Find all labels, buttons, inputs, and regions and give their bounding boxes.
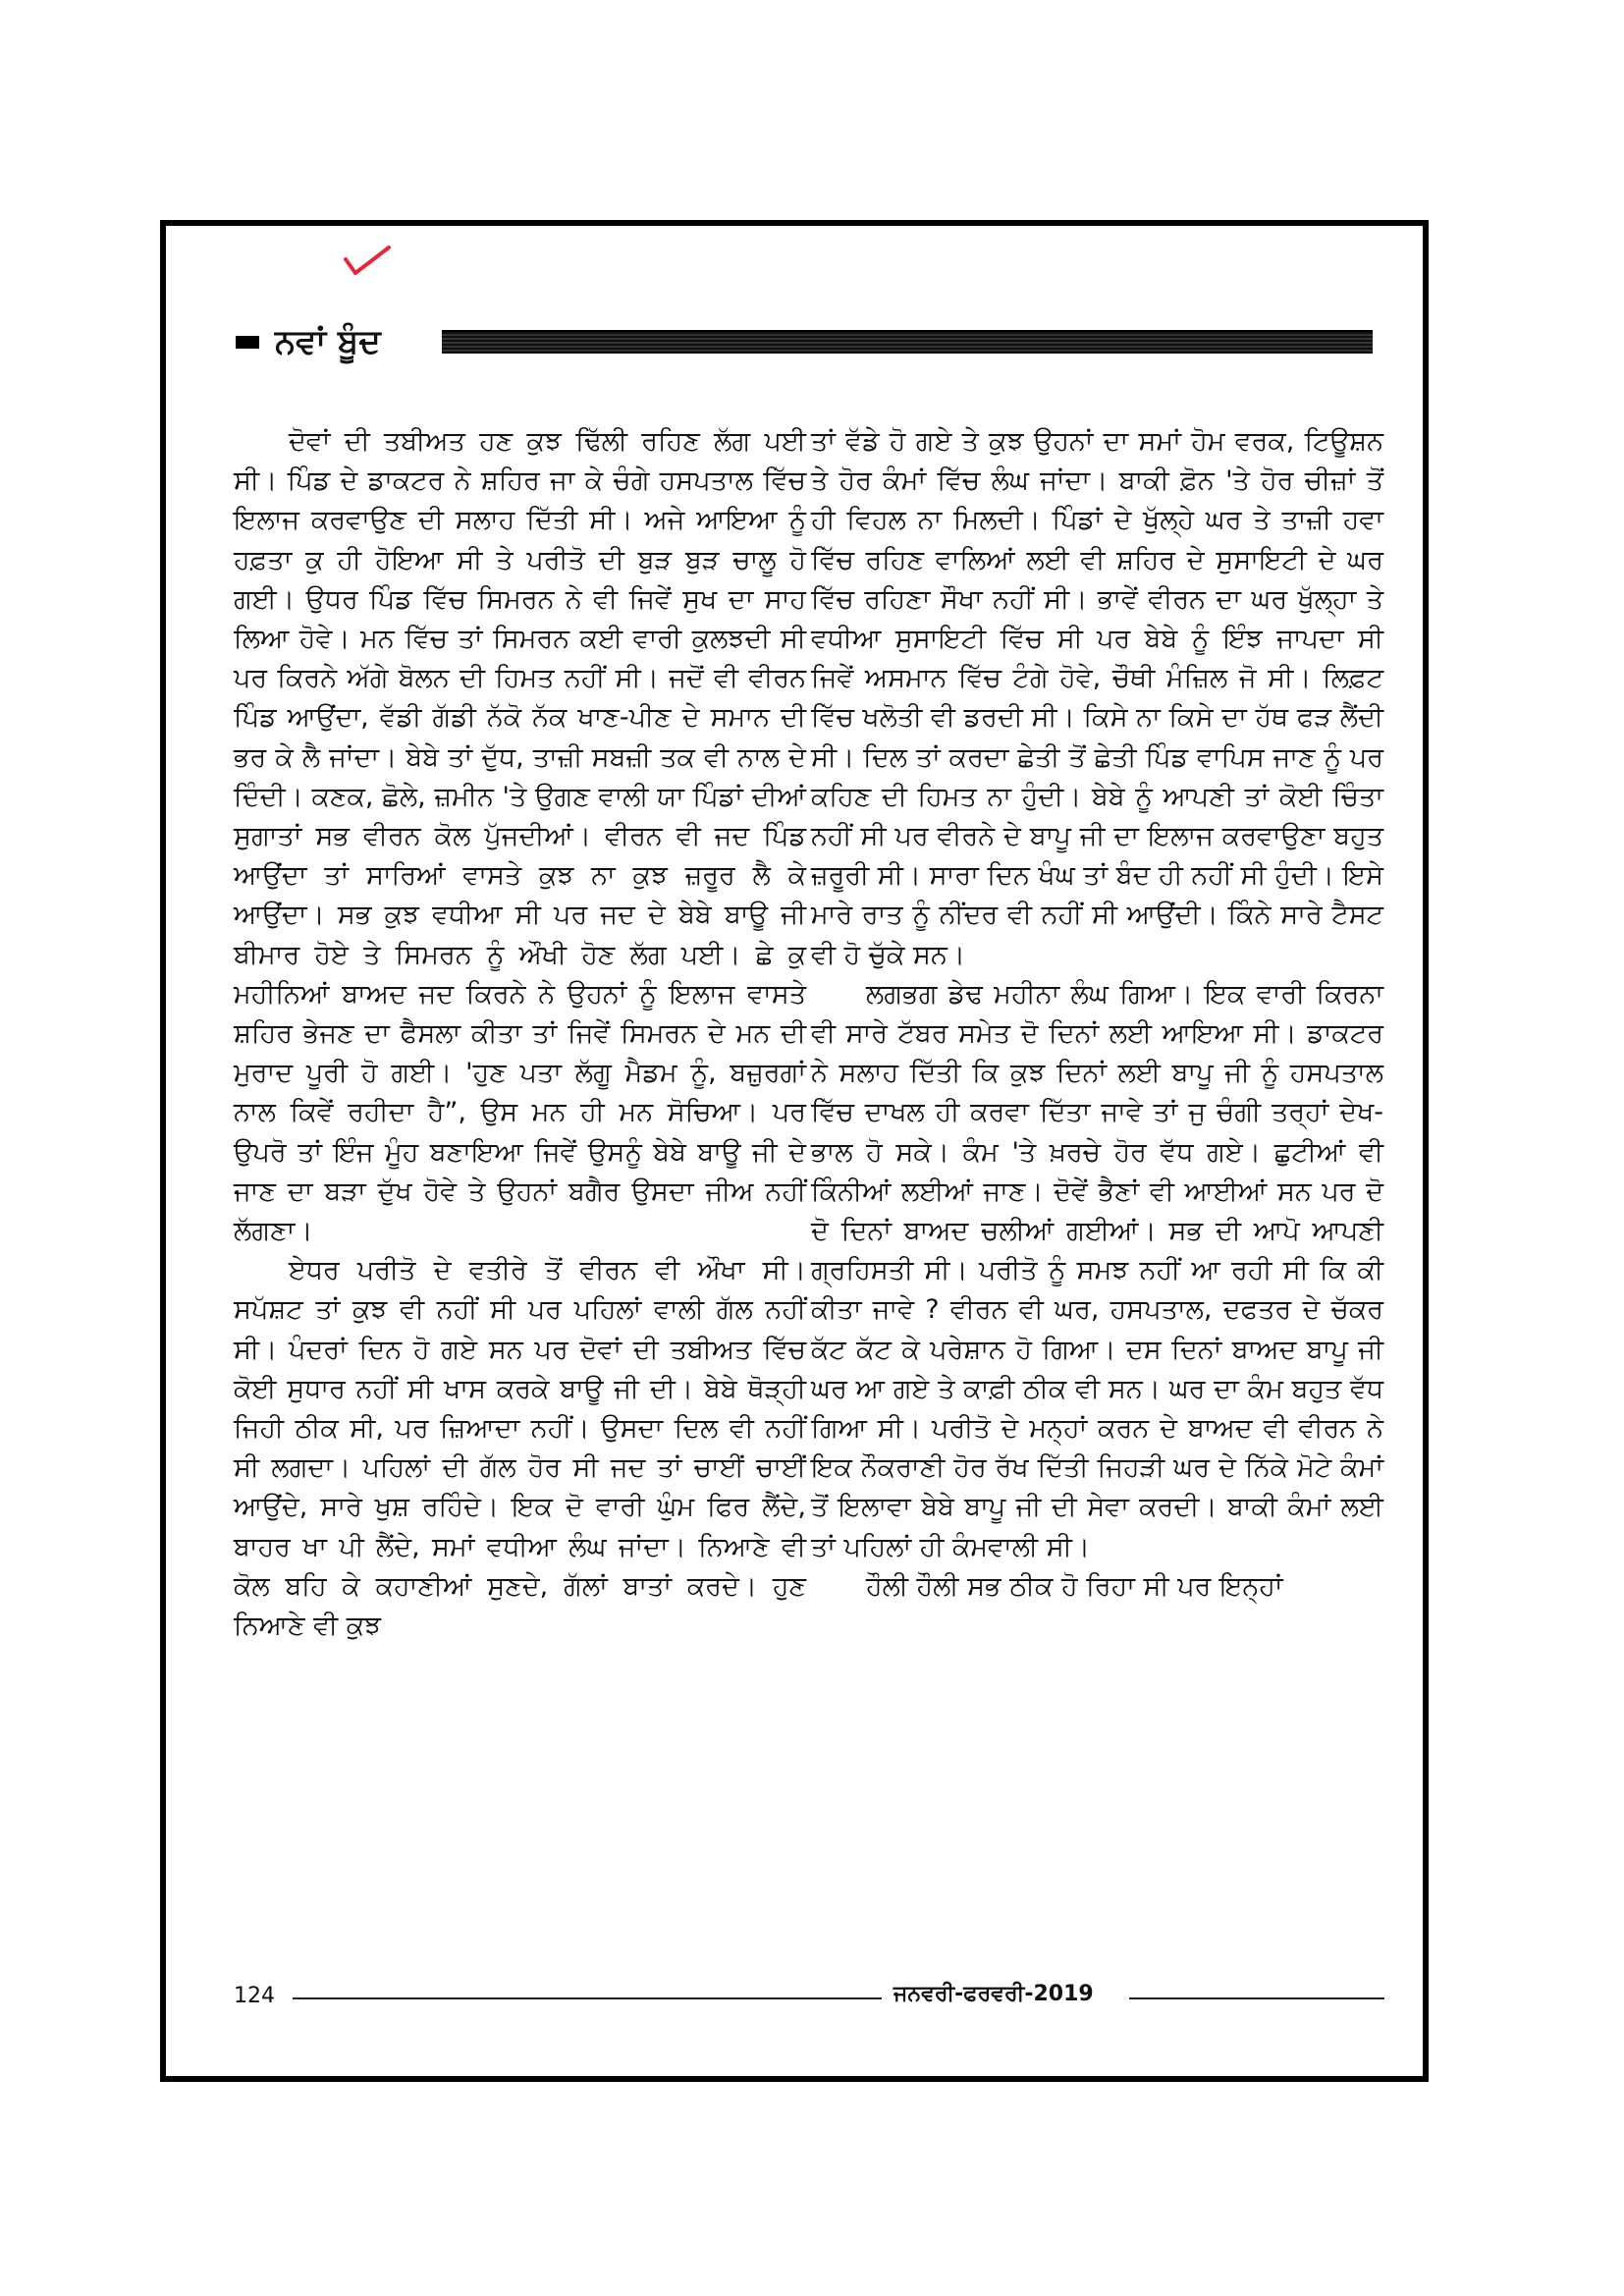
header-dash [236,336,259,349]
page-footer [234,1980,1384,2015]
footer-rule-left [293,1997,882,1999]
paragraph: ਤਾਂ ਵੱਡੇ ਹੋ ਗਏ ਤੇ ਕੁਝ ਉਹਨਾਂ ਦਾ ਸਮਾਂ ਹੋਮ ਵਰਕ, ਟਿਊਸ਼ਨ ਤੇ ਹੋਰ ਕੰਮਾਂ ਵਿੱਚ ਲੰਘ ਜਾਂਦਾ। ਬਾਕੀ ਫ਼ੋਨ 'ਤੇ ਹੋਰ ਚੀਜ਼ਾਂ ਤੋਂ ਹੀ ਵਿਹਲ ਨਾ ਮਿਲਦੀ। ਪਿੰਡਾਂ ਦੇ ਖੁੱਲ੍ਹੇ ਘਰ ਤੇ ਤਾਜ਼ੀ ਹਵਾ ਵਿੱਚ ਰਹਿਣ ਵਾਲਿਆਂ ਲਈ ਵੀ ਸ਼ਹਿਰ ਦੇ ਸੁਸਾਇਟੀ ਦੇ ਘਰ ਵਿੱਚ ਰਹਿਣਾ ਸੌਖਾ ਨਹੀਂ ਸੀ। ਭਾਵੇਂ ਵੀਰਨ ਦਾ ਘਰ ਖੁੱਲ੍ਹਾ ਤੇ ਵਧੀਆ ਸੁਸਾਇਟੀ ਵਿੱਚ ਸੀ ਪਰ ਬੇਬੇ ਨੂੰ ਇੰਝ ਜਾਪਦਾ ਸੀ ਜਿਵੇਂ ਅਸਮਾਨ ਵਿੱਚ ਟੰਗੇ ਹੋਵੇ, ਚੌਥੀ ਮੰਜ਼ਿਲ ਜੋ ਸੀ। ਲਿਫ਼ਟ ਵਿੱਚ ਖਲੋਤੀ ਵੀ ਡਰਦੀ ਸੀ। ਕਿਸੇ ਨਾ ਕਿਸੇ ਦਾ ਹੱਥ ਫੜ ਲੈਂਦੀ ਸੀ। ਦਿਲ ਤਾਂ ਕਰਦਾ ਛੇਤੀ ਤੋਂ ਛੇਤੀ ਪਿੰਡ ਵਾਪਿਸ ਜਾਣ ਨੂੰ ਪਰ ਕਹਿਣ ਦੀ ਹਿਮਤ ਨਾ ਹੁੰਦੀ। ਬੇਬੇ ਨੂੰ ਆਪਣੀ ਤਾਂ ਕੋਈ ਚਿੰਤਾ ਨਹੀਂ ਸੀ ਪਰ ਵੀਰਨੇ ਦੇ ਬਾਪੂ ਜੀ ਦਾ ਇਲਾਜ ਕਰਵਾਉਣਾ ਬਹੁਤ ਜ਼ਰੂਰੀ ਸੀ। ਸਾਰਾ ਦਿਨ ਖੰਘ ਤਾਂ ਬੰਦ ਹੀ ਨਹੀਂ ਸੀ ਹੁੰਦੀ। ਇਸੇ ਮਾਰੇ ਰਾਤ ਨੂੰ ਨੀਂਦਰ ਵੀ ਨਹੀਂ ਸੀ ਆਉਂਦੀ। ਕਿੰਨੇ ਸਾਰੇ ਟੈਸਟ ਵੀ ਹੋ ਚੁੱਕੇ ਸਨ। [811,426,1383,970]
right-column [811,422,1383,1607]
paragraph: ਏਧਰ ਪਰੀਤੋ ਦੇ ਵਤੀਰੇ ਤੋਂ ਵੀਰਨ ਵੀ ਔਖਾ ਸੀ। ਸਪੱਸ਼ਟ ਤਾਂ ਕੁਝ ਵੀ ਨਹੀਂ ਸੀ ਪਰ ਪਹਿਲਾਂ ਵਾਲੀ ਗੱਲ ਨਹੀਂ ਸੀ। ਪੰਦਰਾਂ ਦਿਨ ਹੋ ਗਏ ਸਨ ਪਰ ਦੋਵਾਂ ਦੀ ਤਬੀਅਤ ਵਿੱਚ ਕੋਈ ਸੁਧਾਰ ਨਹੀਂ ਸੀ ਖਾਸ ਕਰਕੇ ਬਾਊ ਜੀ ਦੀ। ਬੇਬੇ ਥੋੜ੍ਹੀ ਜਿਹੀ ਠੀਕ ਸੀ, ਪਰ ਜ਼ਿਆਦਾ ਨਹੀਂ। ਉਸਦਾ ਦਿਲ ਵੀ ਨਹੀਂ ਸੀ ਲਗਦਾ। ਪਹਿਲਾਂ ਦੀ ਗੱਲ ਹੋਰ ਸੀ ਜਦ ਤਾਂ ਚਾਈਂ ਚਾਈਂ ਆਉਂਦੇ, ਸਾਰੇ ਖੁਸ਼ ਰਹਿੰਦੇ। ਇਕ ਦੋ ਵਾਰੀ ਘੁੰਮ ਫਿਰ ਲੈਂਦੇ, ਬਾਹਰ ਖਾ ਪੀ ਲੈਂਦੇ, ਸਮਾਂ ਵਧੀਆ ਲੰਘ ਜਾਂਦਾ। ਨਿਆਣੇ ਵੀ ਕੋਲ ਬਹਿ ਕੇ ਕਹਾਣੀਆਂ ਸੁਣਦੇ, ਗੱਲਾਂ ਬਾਤਾਂ ਕਰਦੇ। ਹੁਣ ਨਿਆਣੇ ਵੀ ਕੁਝ [234,1255,806,1642]
checkmark-icon [342,244,393,279]
section-title: ਨਵਾਂ ਬੂੰਦ [275,322,381,361]
paragraph: ਲਗਭਗ ਡੇਢ ਮਹੀਨਾ ਲੰਘ ਗਿਆ। ਇਕ ਵਾਰੀ ਕਿਰਨਾ ਵੀ ਸਾਰੇ ਟੱਬਰ ਸਮੇਤ ਦੋ ਦਿਨਾਂ ਲਈ ਆਇਆ ਸੀ। ਡਾਕਟਰ ਨੇ ਸਲਾਹ ਦਿੱਤੀ ਕਿ ਕੁਝ ਦਿਨਾਂ ਲਈ ਬਾਪੂ ਜੀ ਨੂੰ ਹਸਪਤਾਲ ਵਿੱਚ ਦਾਖਲ ਹੀ ਕਰਵਾ ਦਿੱਤਾ ਜਾਵੇ ਤਾਂ ਜੁ ਚੰਗੀ ਤਰ੍ਹਾਂ ਦੇਖ-ਭਾਲ ਹੋ ਸਕੇ। ਕੰਮ 'ਤੇ ਖ਼ਰਚੇ ਹੋਰ ਵੱਧ ਗਏ। ਛੁਟੀਆਂ ਵੀ ਕਿੰਨੀਆਂ ਲਈਆਂ ਜਾਣ। ਦੋਵੇਂ ਭੈਣਾਂ ਵੀ ਆਈਆਂ ਸਨ ਪਰ ਦੋ ਦੋ ਦਿਨਾਂ ਬਾਅਦ ਚਲੀਆਂ ਗਈਆਂ। ਸਭ ਦੀ ਆਪੋ ਆਪਣੀ ਗ੍ਰਹਿਸਤੀ ਸੀ। ਪਰੀਤੋ ਨੂੰ ਸਮਝ ਨਹੀਂ ਆ ਰਹੀ ਸੀ ਕਿ ਕੀ ਕੀਤਾ ਜਾਵੇ ? ਵੀਰਨ ਵੀ ਘਰ, ਹਸਪਤਾਲ, ਦਫਤਰ ਦੇ ਚੱਕਰ ਕੱਟ ਕੱਟ ਕੇ ਪਰੇਸ਼ਾਨ ਹੋ ਗਿਆ। ਦਸ ਦਿਨਾਂ ਬਾਅਦ ਬਾਪੂ ਜੀ ਘਰ ਆ ਗਏ ਤੇ ਕਾਫ਼ੀ ਠੀਕ ਵੀ ਸਨ। ਘਰ ਦਾ ਕੰਮ ਬਹੁਤ ਵੱਧ ਗਿਆ ਸੀ। ਪਰੀਤੋ ਦੇ ਮਨ੍ਹਾਂ ਕਰਨ ਦੇ ਬਾਅਦ ਵੀ ਵੀਰਨ ਨੇ ਇਕ ਨੌਕਰਾਣੀ ਹੋਰ ਰੱਖ ਦਿੱਤੀ ਜਿਹੜੀ ਘਰ ਦੇ ਨਿੱਕੇ ਮੋਟੇ ਕੰਮਾਂ ਤੋਂ ਇਲਾਵਾ ਬੇਬੇ ਬਾਪੂ ਜੀ ਦੀ ਸੇਵਾ ਕਰਦੀ। ਬਾਕੀ ਕੰਮਾਂ ਲਈ ਤਾਂ ਪਹਿਲਾਂ ਹੀ ਕੰਮਵਾਲੀ ਸੀ। [811,978,1383,1562]
paragraph: ਦੋਵਾਂ ਦੀ ਤਬੀਅਤ ਹਣ ਕੁਝ ਢਿੱਲੀ ਰਹਿਣ ਲੱਗ ਪਈ ਸੀ। ਪਿੰਡ ਦੇ ਡਾਕਟਰ ਨੇ ਸ਼ਹਿਰ ਜਾ ਕੇ ਚੰਗੇ ਹਸਪਤਾਲ ਵਿੱਚ ਇਲਾਜ ਕਰਵਾਉਣ ਦੀ ਸਲਾਹ ਦਿੱਤੀ ਸੀ। ਅਜੇ ਆਇਆ ਨੂੰ ਹਫ਼ਤਾ ਕੁ ਹੀ ਹੋਇਆ ਸੀ ਤੇ ਪਰੀਤੋ ਦੀ ਬੁੜ ਬੁੜ ਚਾਲੂ ਹੋ ਗਈ। ਉਧਰ ਪਿੰਡ ਵਿੱਚ ਸਿਮਰਨ ਨੇ ਵੀ ਜਿਵੇਂ ਸੁਖ ਦਾ ਸਾਹ ਲਿਆ ਹੋਵੇ। ਮਨ ਵਿੱਚ ਤਾਂ ਸਿਮਰਨ ਕਈ ਵਾਰੀ ਕੁਲਝਦੀ ਸੀ ਪਰ ਕਿਰਨੇ ਅੱਗੇ ਬੋਲਨ ਦੀ ਹਿਮਤ ਨਹੀਂ ਸੀ। ਜਦੋਂ ਵੀ ਵੀਰਨ ਪਿੰਡ ਆਉਂਦਾ, ਵੱਡੀ ਗੱਡੀ ਨੱਕੋ ਨੱਕ ਖਾਣ-ਪੀਣ ਦੇ ਸਮਾਨ ਦੀ ਭਰ ਕੇ ਲੈ ਜਾਂਦਾ। ਬੇਬੇ ਤਾਂ ਦੁੱਧ, ਤਾਜ਼ੀ ਸਬਜ਼ੀ ਤਕ ਵੀ ਨਾਲ ਦੇ ਦਿੰਦੀ। ਕਣਕ, ਛੋਲੇ, ਜ਼ਮੀਨ 'ਤੇ ਉਗਣ ਵਾਲੀ ਯਾ ਪਿੰਡਾਂ ਦੀਆਂ ਸੁਗਾਤਾਂ ਸਭ ਵੀਰਨ ਕੋਲ ਪੁੱਜਦੀਆਂ। ਵੀਰਨ ਵੀ ਜਦ ਪਿੰਡ ਆਉਂਦਾ ਤਾਂ ਸਾਰਿਆਂ ਵਾਸਤੇ ਕੁਝ ਨਾ ਕੁਝ ਜ਼ਰੂਰ ਲੈ ਕੇ ਆਉਂਦਾ। ਸਭ ਕੁਝ ਵਧੀਆ ਸੀ ਪਰ ਜਦ ਦੇ ਬੇਬੇ ਬਾਊ ਜੀ ਬੀਮਾਰ ਹੋਏ ਤੇ ਸਿਮਰਨ ਨੂੰ ਔਖੀ ਹੋਣ ਲੱਗ ਪਈ। ਛੇ ਕੁ ਮਹੀਨਿਆਂ ਬਾਅਦ ਜਦ ਕਿਰਨੇ ਨੇ ਉਹਨਾਂ ਨੂੰ ਇਲਾਜ ਵਾਸਤੇ ਸ਼ਹਿਰ ਭੇਜਣ ਦਾ ਫੈਸਲਾ ਕੀਤਾ ਤਾਂ ਜਿਵੇਂ ਸਿਮਰਨ ਦੇ ਮਨ ਦੀ ਮੁਰਾਦ ਪੂਰੀ ਹੋ ਗਈ। 'ਹੁਣ ਪਤਾ ਲੱਗੂ ਮੈਡਮ ਨੂੰ, ਬਜ਼ੁਰਗਾਂ ਨਾਲ ਕਿਵੇਂ ਰਹੀਦਾ ਹੈ”, ਉਸ ਮਨ ਹੀ ਮਨ ਸੋਚਿਆ। ਪਰ ਉਪਰੋ ਤਾਂ ਇੰਜ ਮੂੰਹ ਬਣਾਇਆ ਜਿਵੇਂ ਉਸਨੂੰ ਬੇਬੇ ਬਾਊ ਜੀ ਦੇ ਜਾਣ ਦਾ ਬੜਾ ਦੁੱਖ ਹੋਵੇ ਤੇ ਉਹਨਾਂ ਬਗੈਰ ਉਸਦਾ ਜੀਅ ਨਹੀਂ ਲੱਗਣਾ। [234,426,806,1247]
paragraph: ਹੌਲੀ ਹੌਲੀ ਸਭ ਠੀਕ ਹੋ ਰਿਹਾ ਸੀ ਪਰ ਇਨ੍ਹਾਂ [866,1570,1283,1602]
footer-rule-right [1129,1997,1384,1999]
magazine-issue: ਜਨਵਰੀ-ਫਰਵਰੀ-2019 [893,1982,1094,2006]
section-header [236,320,1375,365]
left-column [234,422,806,1646]
page-number: 124 [234,1984,275,2008]
header-rule [442,330,1373,354]
